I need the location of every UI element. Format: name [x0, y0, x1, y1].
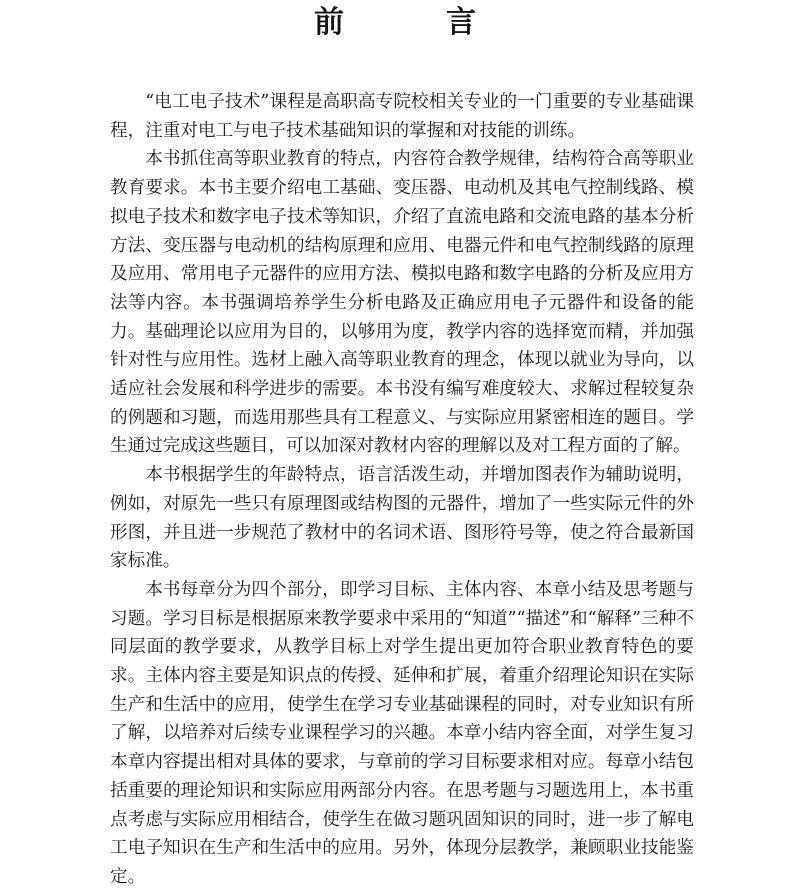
paragraph-2: 本书抓住高等职业教育的特点，内容符合教学规律，结构符合高等职业教育要求。本书主要介绍电工基础、变压器、电动机及其电气控制线路、模拟电子技术和数字电子技术等知识，介绍了直流电路和交流电路的基本分析方法、变压器与电动机的结构原理和应用、电器元件和电气控制线路的原理及应用、常用电子元器件的应用方法、模拟电路和数字电路的分析及应用方法等内容。本书强调培养学生分析电路及正确应用电子元器件和设备的能力。基础理论以应用为目的，以够用为度，教学内容的选择宽而精，并加强针对性与应用性。选材上融入高等职业教育的理念，体现以就业为导向，以适应社会发展和科学进步的需要。本书没有编写难度较大、求解过程较复杂的例题和习题，而选用那些具有工程意义、与实际应用紧密相连的题目。学生通过完成这些题目，可以加深对教材内容的理解以及对工程方面的了解。	[110, 149, 694, 457]
preface-body	[110, 88, 694, 892]
paragraph-1: “电工电子技术”课程是高职高专院校相关专业的一门重要的专业基础课程，注重对电工与电子技术基础知识的掌握和对技能的训练。	[110, 92, 694, 141]
paragraph-4: 本书每章分为四个部分，即学习目标、主体内容、本章小结及思考题与习题。学习目标是根据原来教学要求中采用的“知道”“描述”和“解释”三种不同层面的教学要求，从教学目标上对学生提出更加符合职业教育特色的要求。主体内容主要是知识点的传授、延伸和扩展，着重介绍理论知识在实际生产和生活中的应用，使学生在学习专业基础课程的同时，对专业知识有所了解，以培养对后续专业课程学习的兴趣。本章小结内容全面，对学生复习本章内容提出相对具体的要求，与章前的学习目标要求相对应。每章小结包括重要的理论知识和实际应用两部分内容。在思考题与习题选用上，本书重点考虑与实际应用相结合，使学生在做习题巩固知识的同时，进一步了解电工电子知识在生产和生活中的应用。另外，体现分层教学，兼顾职业技能鉴定。	[110, 579, 694, 887]
page-title: 前 言	[314, 5, 512, 40]
paragraph-3: 本书根据学生的年龄特点，语言活泼生动，并增加图表作为辅助说明，例如，对原先一些只有原理图或结构图的元器件，增加了一些实际元件的外形图，并且进一步规范了教材中的名词术语、图形符号等，使之符合最新国家标准。	[110, 465, 694, 572]
